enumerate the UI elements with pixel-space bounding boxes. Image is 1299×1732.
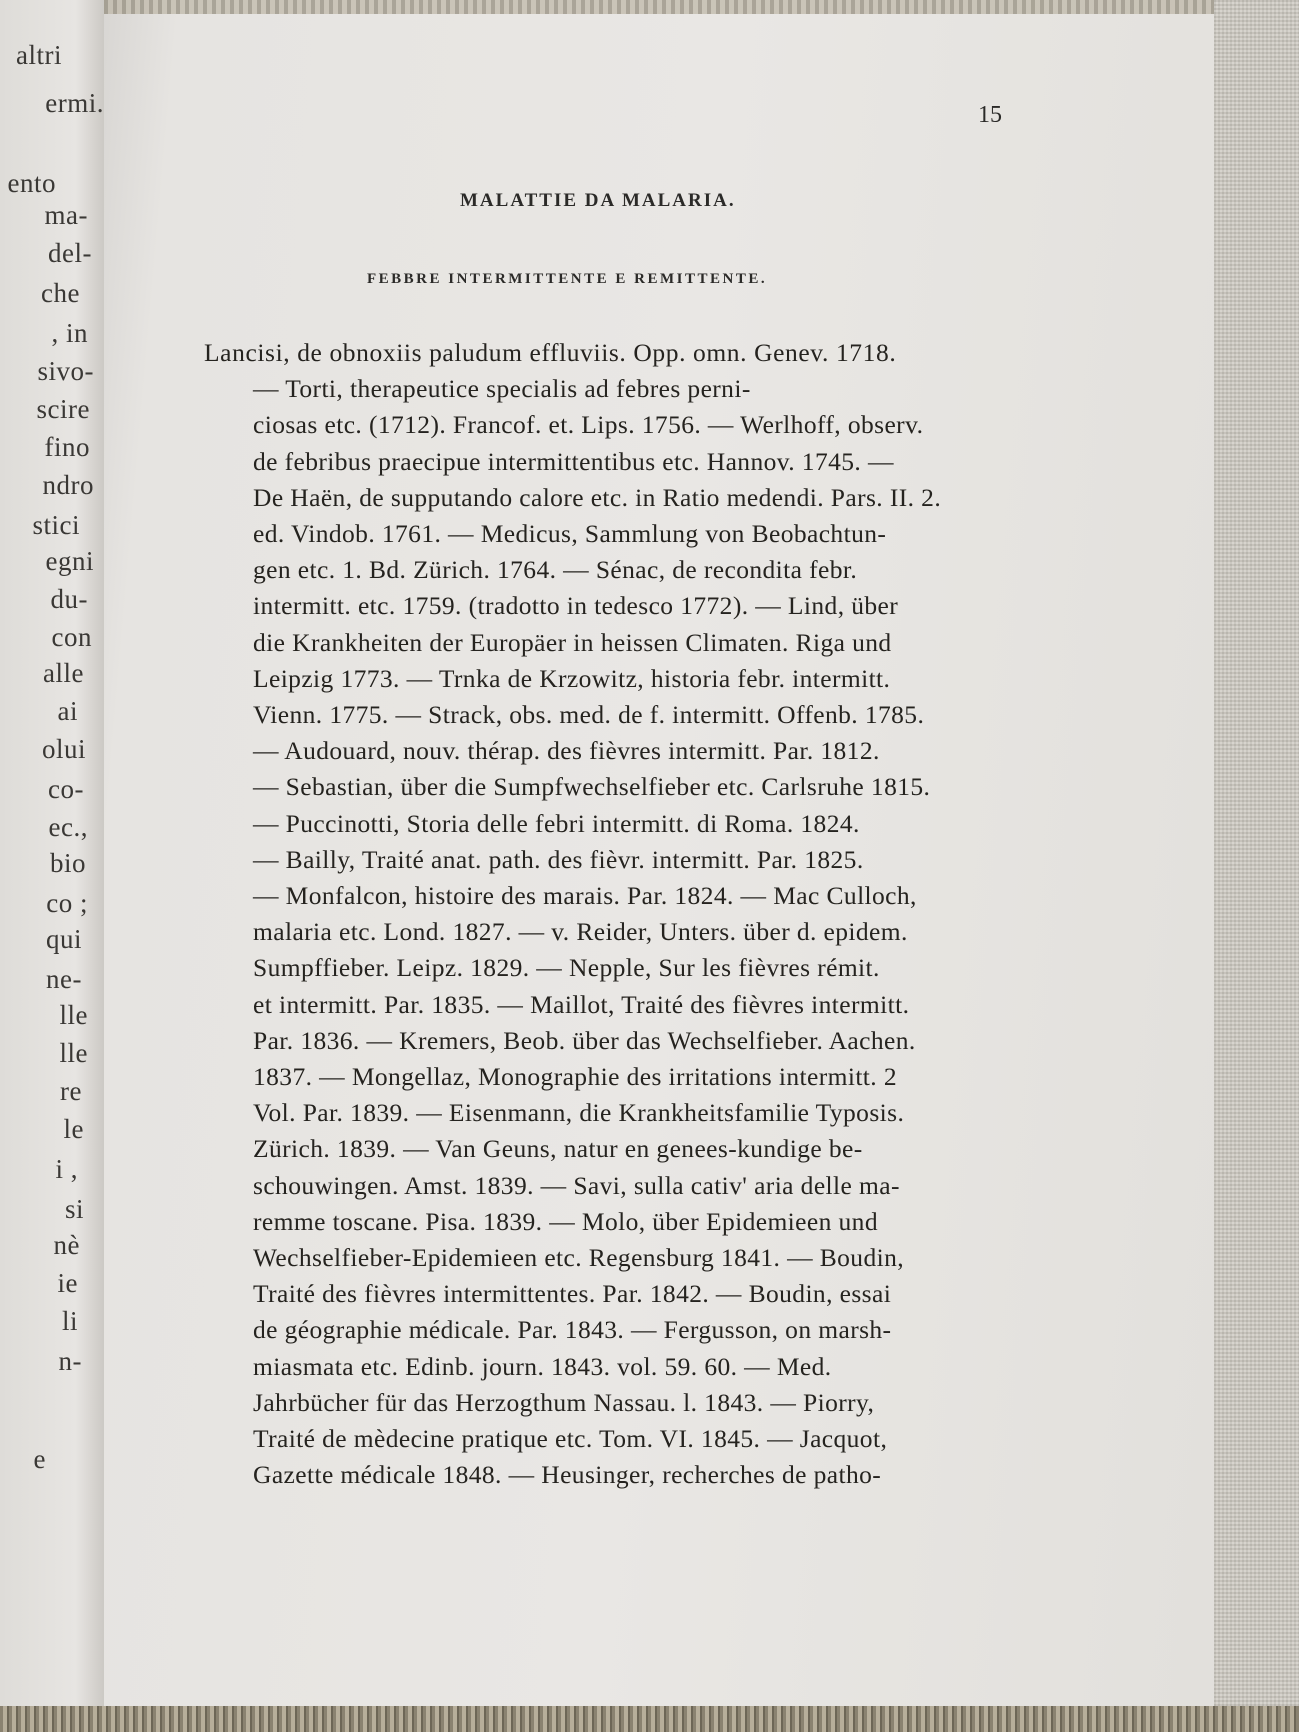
text-line: die Krankheiten der Europäer in heissen Climaten. Riga und — [253, 628, 892, 657]
bottom-fabric-edge — [0, 1706, 1299, 1732]
left-page-fragment: i , — [55, 1154, 78, 1184]
text-line: de febribus praecipue intermittentibus etc. Hannov. 1745. — — [253, 447, 894, 476]
text-line: — Monfalcon, histoire des marais. Par. 1824. — Mac Culloch, — [253, 881, 917, 910]
text-line: Zürich. 1839. — Van Geuns, natur en genees-kundige be- — [253, 1134, 863, 1163]
text-line: 1837. — Mongellaz, Monographie des irritations intermitt. 2 — [253, 1062, 897, 1091]
left-page-fragment: nè — [53, 1230, 80, 1260]
text-line: Traité de mèdecine pratique etc. Tom. VI. 1845. — Jacquot, — [253, 1424, 888, 1453]
chapter-heading: MALATTIE DA MALARIA. — [460, 190, 736, 211]
left-page-fragment: n- — [58, 1346, 82, 1376]
text-line: Wechselfieber-Epidemieen etc. Regensburg 1841. — Boudin, — [253, 1243, 905, 1272]
text-line: ciosas etc. (1712). Francof. et. Lips. 1756. — Werlhoff, observ. — [253, 410, 924, 439]
left-page-fragment: lle — [59, 1000, 88, 1030]
left-page-fragment: ma- — [44, 200, 88, 230]
section-subheading: FEBBRE INTERMITTENTE E REMITTENTE. — [367, 271, 768, 287]
left-page-edge — [0, 0, 108, 1712]
left-page-fragment: li — [61, 1306, 78, 1336]
text-line: et intermitt. Par. 1835. — Maillot, Traité des fièvres intermitt. — [253, 990, 910, 1019]
left-page-fragment: alle — [43, 658, 84, 688]
left-page-fragment: altri — [16, 40, 62, 70]
text-line: — Bailly, Traité anat. path. des fièvr. intermitt. Par. 1825. — [253, 845, 864, 874]
left-page-fragment: fino — [44, 432, 90, 462]
text-line: remme toscane. Pisa. 1839. — Molo, über Epidemieen und — [253, 1207, 878, 1236]
left-page-fragment: che — [41, 278, 80, 308]
text-line: Traité des fièvres intermittentes. Par. 1842. — Boudin, essai — [253, 1279, 892, 1308]
left-page-fragment: stici — [32, 510, 80, 540]
page-number: 15 — [978, 102, 1002, 128]
text-line: — Audouard, nouv. thérap. des fièvres intermitt. Par. 1812. — [253, 736, 880, 765]
left-page-fragment: scire — [36, 394, 90, 424]
left-page-fragment: lle — [59, 1038, 88, 1068]
left-page-fragment: bio — [49, 848, 86, 878]
left-page-fragment: sivo- — [37, 356, 94, 386]
text-line: Vol. Par. 1839. — Eisenmann, die Krankheitsfamilie Typosis. — [253, 1098, 905, 1127]
text-line: miasmata etc. Edinb. journ. 1843. vol. 59. 60. — Med. — [253, 1352, 832, 1381]
text-line: Sumpffieber. Leipz. 1829. — Nepple, Sur les fièvres rémit. — [253, 953, 880, 982]
left-page-fragment: ermi. — [45, 88, 104, 118]
text-line: Lancisi, de obnoxiis paludum effluviis. Opp. omn. Genev. 1718. — [204, 338, 897, 367]
page-top-edge — [104, 0, 1214, 14]
left-page-fragment: le — [63, 1114, 84, 1144]
left-page-fragment: qui — [45, 924, 82, 954]
left-page-fragment: ento — [7, 168, 56, 198]
text-line: de géographie médicale. Par. 1843. — Fergusson, on marsh- — [253, 1315, 892, 1344]
text-line: Gazette médicale 1848. — Heusinger, recherches de patho- — [253, 1460, 882, 1489]
text-line: Vienn. 1775. — Strack, obs. med. de f. intermitt. Offenb. 1785. — [253, 700, 925, 729]
left-page-fragment: con — [51, 622, 92, 652]
left-page-fragment: ai — [57, 696, 78, 726]
text-line: schouwingen. Amst. 1839. — Savi, sulla cativ' aria delle ma- — [253, 1171, 900, 1200]
left-page-fragment: olui — [41, 734, 86, 764]
text-line: intermitt. etc. 1759. (tradotto in tedesco 1772). — Lind, über — [253, 591, 899, 620]
left-page-fragment: si — [64, 1194, 84, 1224]
left-page-fragment: e — [33, 1444, 46, 1474]
text-line: De Haën, de supputando calore etc. in Ratio medendi. Pars. II. 2. — [253, 483, 942, 512]
left-page-fragment: ie — [57, 1268, 78, 1298]
text-line: — Sebastian, über die Sumpfwechselfieber etc. Carlsruhe 1815. — [253, 772, 931, 801]
text-line: malaria etc. Lond. 1827. — v. Reider, Unters. über d. epidem. — [253, 917, 908, 946]
text-line: Leipzig 1773. — Trnka de Krzowitz, historia febr. intermitt. — [253, 664, 891, 693]
text-line: — Puccinotti, Storia delle febri intermitt. di Roma. 1824. — [253, 809, 860, 838]
left-page-fragment: , in — [51, 318, 88, 348]
text-line: — Torti, therapeutice specialis ad febres perni- — [253, 374, 751, 403]
left-page-fragment: del- — [48, 238, 92, 268]
left-page-fragment: ne- — [46, 964, 82, 994]
text-line: gen etc. 1. Bd. Zürich. 1764. — Sénac, de recondita febr. — [253, 555, 858, 584]
left-page-fragment: ec., — [48, 812, 88, 842]
left-page-fragment: egni — [45, 546, 94, 576]
text-line: ed. Vindob. 1761. — Medicus, Sammlung von Beobachtun- — [253, 519, 887, 548]
text-line: Par. 1836. — Kremers, Beob. über das Wechselfieber. Aachen. — [253, 1026, 916, 1055]
left-page-fragment: du- — [50, 584, 88, 614]
left-page-fragment: re — [60, 1076, 82, 1106]
text-line: Jahrbücher für das Herzogthum Nassau. l. 1843. — Piorry, — [253, 1388, 875, 1417]
left-page-fragment: co- — [48, 774, 84, 804]
left-page-fragment: ndro — [42, 470, 94, 500]
left-page-fragment: co ; — [46, 888, 88, 918]
